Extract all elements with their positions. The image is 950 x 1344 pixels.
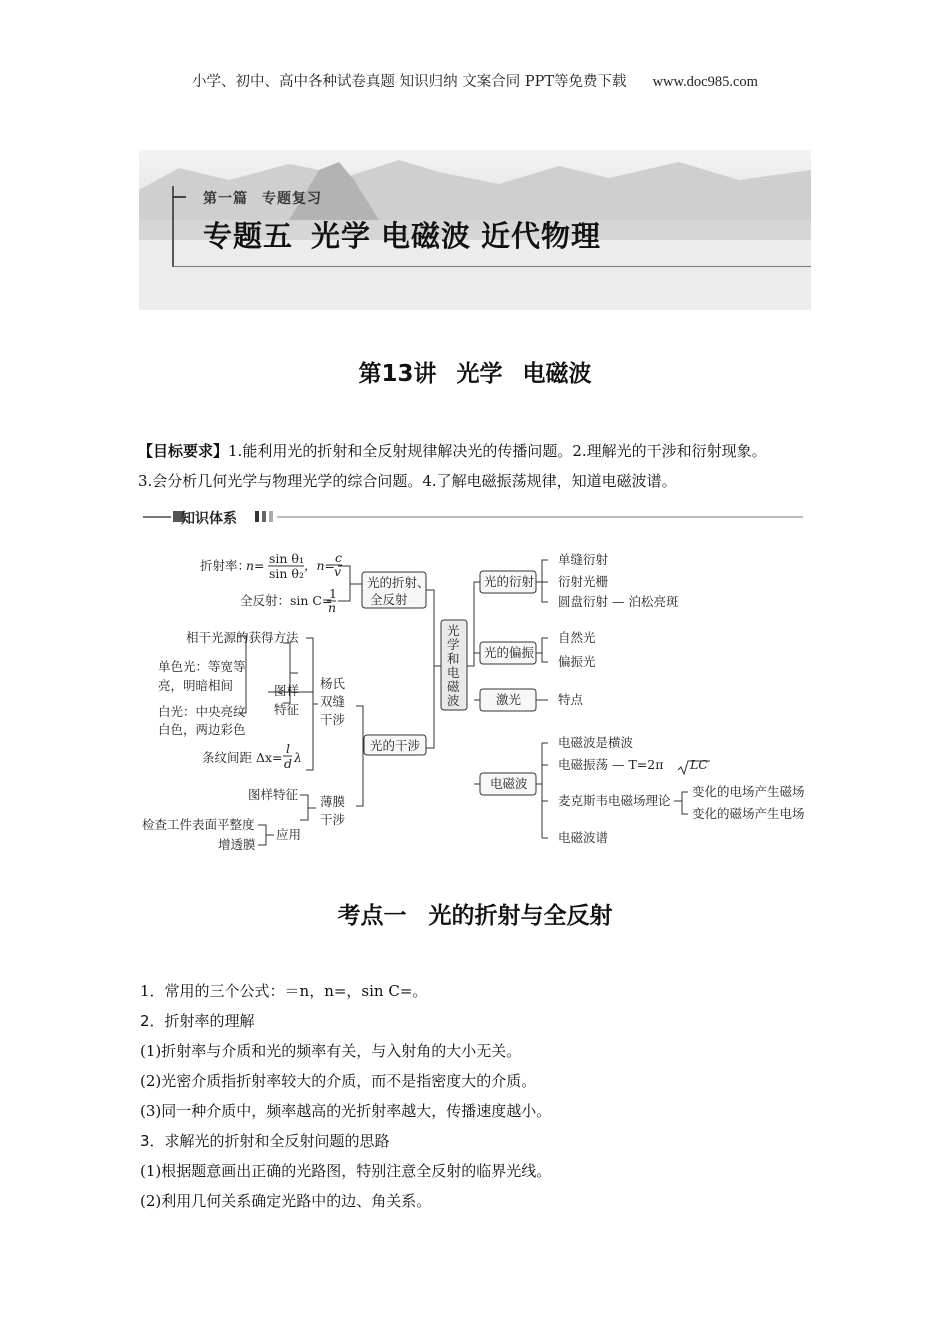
lecture-title	[0, 355, 950, 388]
mm-refr-n: n=	[246, 558, 265, 573]
mm-box-interference: 光的干涉	[370, 738, 421, 753]
mm-apply: 应用	[276, 827, 302, 842]
mm-grating: 衍射光栅	[558, 574, 609, 589]
mm-antireflect: 增透膜	[218, 837, 256, 852]
banner-subtitle	[203, 188, 322, 208]
mm-white-2: 白色，两边彩色	[158, 722, 246, 737]
mm-film-1: 薄膜	[320, 794, 346, 809]
section-title-a: 考点一	[337, 903, 407, 929]
mm-box-diffraction: 光的衍射	[484, 574, 535, 589]
mm-polarized-light: 偏振光	[558, 654, 596, 669]
mm-center-6: 波	[447, 693, 460, 708]
body-line-3: (1)折射率与介质和光的频率有关，与入射角的大小无关。	[140, 1042, 522, 1060]
body-text	[140, 976, 840, 1216]
mm-pattern-1: 图样	[274, 683, 300, 698]
body-line-7: (1)根据题意画出正确的光路图，特别注意全反射的临界光线。	[140, 1162, 552, 1180]
mm-check: 检查工件表面平整度	[142, 817, 255, 832]
mm-natural-light: 自然光	[558, 630, 596, 645]
knowledge-heading: 知识体系	[181, 511, 237, 527]
mm-n: n	[328, 600, 337, 615]
mm-pattern-2: 特征	[274, 702, 300, 717]
banner-tick	[172, 196, 186, 198]
mm-maxwell: 麦克斯韦电磁场理论	[558, 793, 671, 808]
mm-total: 全反射：sin C=	[240, 593, 333, 608]
mm-one: 1	[329, 586, 337, 601]
banner-title-c: 电磁波	[381, 219, 472, 253]
banner-title	[203, 214, 601, 255]
mm-sin2: sin θ₂	[269, 566, 304, 581]
body-line-5: (3)同一种介质中，频率越高的光折射率越大，传播速度越小。	[140, 1102, 552, 1120]
mm-young-2: 双缝	[320, 694, 346, 709]
header-site[interactable]: www.doc985.com	[652, 74, 758, 90]
mm-center-5: 磁	[447, 679, 460, 694]
mm-single-slit: 单缝衍射	[558, 552, 609, 567]
page-header	[0, 70, 950, 91]
mm-refr-label: 折射率：	[200, 558, 251, 573]
knowledge-mindmap	[138, 538, 818, 858]
goal-line-1: 1.能利用光的折射和全反射规律解决光的传播问题。2.理解光的干涉和衍射现象。	[228, 442, 767, 460]
mm-lambda: λ	[294, 750, 302, 765]
lecture-number: 第13讲	[358, 361, 437, 387]
goal-line-2: 3.会分析几何光学与物理光学的综合问题。4.了解电磁振荡规律，知道电磁波谱。	[138, 472, 677, 490]
mm-transverse: 电磁波是横波	[558, 735, 634, 750]
mm-box-laser: 激光	[496, 692, 522, 707]
mm-refr-n2: ，n=	[304, 558, 336, 573]
section-title-b: 光的折射与全反射	[428, 903, 613, 929]
mm-spectrum: 电磁波谱	[558, 830, 609, 845]
mm-young-3: 干涉	[320, 712, 346, 727]
mm-center-3: 和	[447, 651, 460, 666]
mm-spacing: 条纹间距 Δx=	[202, 750, 283, 765]
body-heading-6: 3．求解光的折射和全反射问题的思路	[140, 1132, 390, 1150]
body-line-8: (2)利用几何关系确定光路中的边、角关系。	[140, 1192, 432, 1210]
mm-box-refr-2: 全反射	[370, 592, 408, 607]
mm-m-to-e: 变化的磁场产生电场	[692, 806, 805, 821]
body-line-4: (2)光密介质指折射率较大的介质，而不是指密度大的介质。	[140, 1072, 537, 1090]
mm-feature: 特点	[558, 692, 584, 707]
banner-subtitle-b: 专题复习	[262, 191, 322, 207]
mm-oscillation: 电磁振荡 — T=2π	[558, 757, 664, 772]
knowledge-heading-bar	[143, 508, 803, 526]
body-heading-2: 2．折射率的理解	[140, 1012, 255, 1030]
lecture-topic-a: 光学	[456, 361, 503, 387]
mm-center-2: 学	[447, 637, 460, 652]
banner-subtitle-a: 第一篇	[203, 191, 248, 207]
section-title	[0, 897, 950, 930]
mm-mono-1: 单色光：等宽等	[158, 659, 246, 674]
mm-lc: LC	[690, 757, 708, 772]
banner-title-a: 专题五	[203, 219, 294, 253]
mm-box-refr-1: 光的折射、	[367, 575, 430, 590]
mm-sin1: sin θ₁	[269, 551, 304, 566]
mm-film-2: 干涉	[320, 812, 346, 827]
goal-paragraph	[138, 436, 838, 496]
banner-title-d: 近代物理	[481, 219, 602, 253]
mm-c: c	[335, 550, 343, 565]
chapter-banner	[139, 150, 811, 310]
mm-center-4: 电	[447, 665, 460, 680]
mm-coherent: 相干光源的获得方法	[186, 630, 299, 645]
mm-white-1: 白光：中央亮纹	[158, 704, 246, 719]
body-line-1: 1．常用的三个公式：＝n，n=，sin C=。	[140, 982, 428, 1000]
mm-v: v	[334, 564, 342, 579]
mm-box-em: 电磁波	[490, 776, 528, 791]
mm-center-1: 光	[447, 623, 460, 638]
mm-disc: 圆盘衍射 — 泊松亮斑	[558, 594, 679, 609]
lecture-topic-b: 电磁波	[522, 361, 592, 387]
mm-mono-2: 亮，明暗相间	[158, 678, 234, 693]
header-text: 小学、初中、高中各种试卷真题 知识归纳 文案合同 PPT等免费下载	[192, 74, 627, 90]
mm-film-pattern: 图样特征	[248, 787, 299, 802]
goal-tag: 【目标要求】	[138, 442, 229, 460]
mm-d: d	[284, 756, 293, 771]
mm-l: l	[286, 741, 290, 756]
mm-box-polarization: 光的偏振	[484, 645, 535, 660]
mm-young-1: 杨氏	[320, 676, 346, 691]
banner-title-b: 光学	[311, 219, 372, 253]
mm-e-to-m: 变化的电场产生磁场	[692, 784, 805, 799]
